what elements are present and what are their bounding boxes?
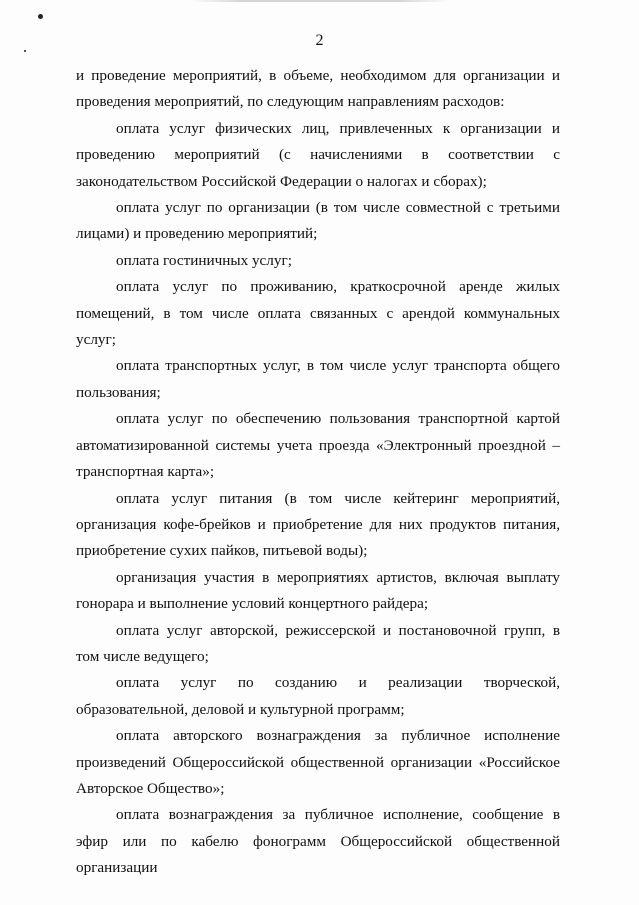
scan-speck — [24, 50, 26, 52]
paragraph: оплата услуг физических лиц, привлеченных к организации и проведению мероприятий (с начислениями в соответствии с законодательством Российской Федерации о налогах и сборах); — [76, 119, 560, 190]
paragraph: оплата гостиничных услуг; — [116, 251, 292, 269]
paragraph: организация участия в мероприятиях артистов, включая выплату гонорара и выполнение условий концертного райдера; — [76, 568, 560, 613]
scan-artifact — [190, 0, 450, 2]
paragraph: оплата транспортных услуг, в том числе услуг транспорта общего пользования; — [76, 357, 560, 401]
paragraph: оплата услуг питания (в том числе кейтеринг мероприятий, организация кофе-брейков и приобретение для них продуктов питания, приобретение сухих пайков, питьевой воды); — [76, 489, 560, 560]
paragraph: оплата услуг авторской, режиссерской и постановочной групп, в том числе ведущего; — [76, 621, 560, 665]
paragraph: и проведение мероприятий, в объеме, необходимом для организации и проведения мероприятий, по следующим направлениям расходов: — [76, 67, 560, 111]
page-number: 2 — [315, 32, 324, 49]
paragraph: оплата услуг по проживанию, краткосрочной аренде жилых помещений, в том числе оплата связанных с арендой коммунальных услуг; — [76, 278, 560, 349]
paragraph: оплата вознаграждения за публичное исполнение, сообщение в эфир или по кабелю фонограмм Общероссийской общественной организации — [76, 806, 560, 877]
paragraph: оплата авторского вознаграждения за публичное исполнение произведений Общероссийской общественной организации «Российское Авторское Общество»; — [76, 727, 560, 797]
paragraph: оплата услуг по организации (в том числе совместной с третьими лицами) и проведению мероприятий; — [76, 199, 560, 243]
document-body — [76, 63, 560, 882]
paragraph: оплата услуг по созданию и реализации творческой, образовательной, деловой и культурной программ; — [76, 674, 560, 718]
paragraph: оплата услуг по обеспечению пользования транспортной картой автоматизированной системы учета проезда «Электронный проездной – транспортная карта»; — [76, 410, 560, 481]
scan-speck — [38, 14, 43, 19]
